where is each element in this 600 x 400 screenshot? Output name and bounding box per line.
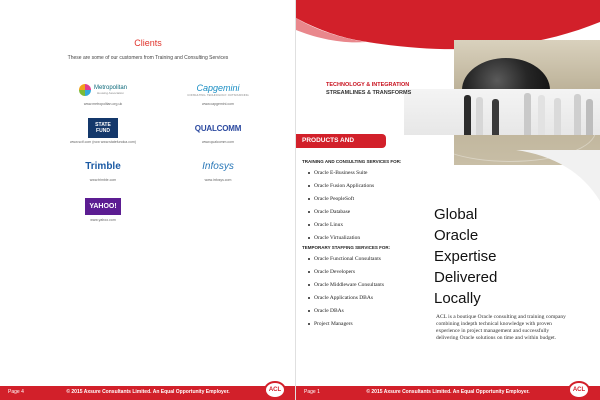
headline-line: Delivered <box>434 269 498 286</box>
bullet-icon <box>308 271 310 273</box>
bullet-icon <box>308 284 310 286</box>
client-state-fund <box>55 118 151 144</box>
trimble-logo <box>55 156 151 176</box>
client-url: www.scif.com (now www.statefundca.com) <box>70 140 136 144</box>
client-url: www.qualcomm.com <box>201 140 235 144</box>
service-item: Oracle PeopleSoft <box>308 196 354 202</box>
metropolitan-name: Metropolitan <box>93 85 128 91</box>
bullet-icon <box>308 185 310 187</box>
page-number: Page 1 <box>304 389 320 395</box>
headline-line: Global <box>434 206 478 223</box>
client-metropolitan <box>55 80 151 106</box>
service-item: Oracle DBAs <box>308 308 344 314</box>
service-item: Oracle Fusion Applications <box>308 183 374 189</box>
state-fund-name: STATE FUND <box>88 118 118 138</box>
bullet-icon <box>308 172 310 174</box>
metropolitan-mark-icon <box>79 84 91 96</box>
client-capgemini <box>170 80 266 106</box>
clients-title: Clients <box>134 38 162 48</box>
team-photo <box>404 89 600 135</box>
capgemini-logo <box>170 80 266 100</box>
service-item: Oracle E-Business Suite <box>308 170 367 176</box>
footer-copyright: © 2015 Axsure Consultants Limited. An Equal Opportunity Employer. <box>66 389 230 395</box>
acl-logo: ACL <box>568 381 590 399</box>
bullet-icon <box>308 258 310 260</box>
client-url: www.metropolitan.org.uk <box>83 102 123 106</box>
bullet-icon <box>308 237 310 239</box>
tech-header: TECHNOLOGY & INTEGRATION <box>326 82 410 88</box>
footer-copyright: © 2015 Axsure Consultants Limited. An Equal Opportunity Employer. <box>366 389 530 395</box>
client-url: www.capgemini.com <box>202 102 234 106</box>
bullet-icon <box>308 198 310 200</box>
products-tab: PRODUCTS AND SERVICES <box>296 134 386 148</box>
headline-line: Expertise <box>434 248 497 265</box>
metropolitan-tagline: Housing Association <box>96 91 125 95</box>
bullet-icon <box>308 224 310 226</box>
client-url: www.infosys.com <box>204 178 232 182</box>
bullet-icon <box>308 211 310 213</box>
left-page <box>0 0 296 400</box>
yahoo-name: YAHOO! <box>85 198 121 215</box>
service-item: Oracle Developers <box>308 269 355 275</box>
headline-line: Locally <box>434 290 481 307</box>
yahoo-logo <box>55 196 151 216</box>
qualcomm-logo <box>170 118 266 138</box>
tech-subheader: STREAMLINES & TRANSFORMS <box>326 90 412 96</box>
service-item: Oracle Virtualization <box>308 235 360 241</box>
state-fund-logo <box>55 118 151 138</box>
right-footer-bar <box>296 386 600 400</box>
client-yahoo <box>55 196 151 222</box>
bullet-icon <box>308 297 310 299</box>
capgemini-name: Capgemini <box>196 83 240 93</box>
trimble-name: Trimble <box>85 160 121 172</box>
service-item: Project Managers <box>308 321 353 327</box>
service-item: Oracle Applications DBAs <box>308 295 373 301</box>
service-item: Oracle Database <box>308 209 350 215</box>
capgemini-tagline: CONSULTING. TECHNOLOGY. OUTSOURCING <box>187 93 249 97</box>
service-item: Oracle Functional Consultants <box>308 256 381 262</box>
bullet-icon <box>308 310 310 312</box>
decorative-arc <box>496 150 600 300</box>
infosys-logo <box>170 156 266 176</box>
metropolitan-logo <box>55 80 151 100</box>
acl-logo: ACL <box>264 381 286 399</box>
clients-intro: These are some of our customers from Training and Consulting Services <box>67 55 229 61</box>
client-qualcomm <box>170 118 266 144</box>
headline <box>434 204 497 309</box>
client-url: www.trimble.com <box>89 178 117 182</box>
staffing-heading: TEMPORARY STAFFING SERVICES FOR: <box>302 245 391 250</box>
client-trimble <box>55 156 151 182</box>
client-url: www.yahoo.com <box>90 218 116 222</box>
service-item: Oracle Middleware Consultants <box>308 282 384 288</box>
page-number: Page 4 <box>8 389 24 395</box>
qualcomm-name: QUALCOMM <box>194 123 242 133</box>
bullet-icon <box>308 323 310 325</box>
right-page <box>296 0 600 400</box>
headline-line: Oracle <box>434 227 479 244</box>
client-infosys <box>170 156 266 182</box>
training-heading: TRAINING AND CONSULTING SERVICES FOR: <box>302 159 402 164</box>
left-footer-bar <box>0 386 296 400</box>
service-item: Oracle Linux <box>308 222 343 228</box>
company-blurb: ACL is a boutique Oracle consulting and training company combining indepth technical knowledge with proven experience in project management and successfully delivering Oracle solutions on time and within budget. <box>436 314 566 341</box>
infosys-name: Infosys <box>202 160 234 172</box>
